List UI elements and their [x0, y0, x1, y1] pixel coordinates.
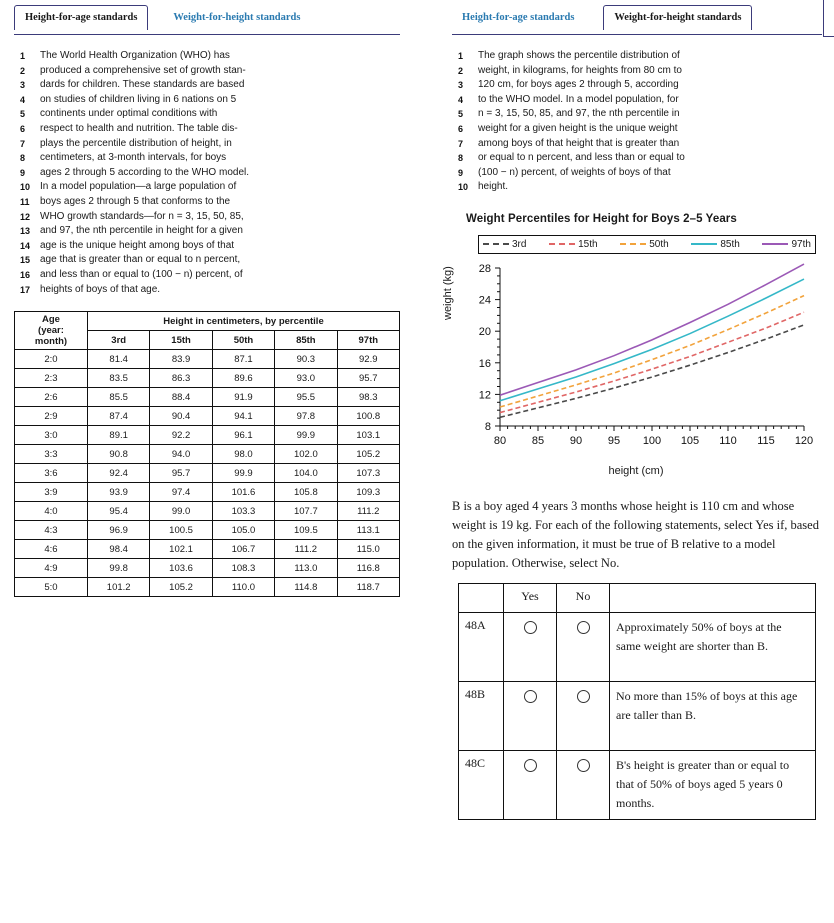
line-number: 15 — [20, 255, 31, 266]
svg-text:110: 110 — [719, 434, 737, 447]
cell-value: 114.8 — [275, 578, 337, 597]
table-header-p85: 85th — [275, 331, 337, 350]
chart-y-axis-label: weight (kg) — [442, 266, 454, 320]
table-header-p50: 50th — [212, 331, 274, 350]
cell-age: 2:9 — [15, 407, 88, 426]
passage-line: age that is greater than or equal to n percent, — [40, 254, 241, 266]
svg-text:105: 105 — [680, 434, 700, 447]
cell-value: 93.9 — [87, 483, 149, 502]
cell-value: 108.3 — [212, 559, 274, 578]
legend-label-85th: 85th — [720, 238, 740, 250]
line-number: 3 — [20, 80, 26, 91]
radio-no-48a[interactable] — [557, 612, 610, 681]
cell-value: 98.4 — [87, 540, 149, 559]
line-number: 14 — [20, 240, 31, 251]
answer-header-row — [459, 583, 816, 612]
line-number: 4 — [20, 94, 26, 105]
statement-48c: B's height is greater than or equal to that of 50% of boys aged 5 years 0 months. — [610, 750, 816, 819]
passage-line: on studies of children living in 6 nations on 5 — [40, 93, 237, 105]
cell-value: 103.3 — [212, 502, 274, 521]
passage-line: WHO growth standards—for n = 3, 15, 50, 85, — [40, 210, 244, 222]
cell-age: 3:0 — [15, 426, 88, 445]
chart-x-axis-label: height (cm) — [608, 464, 664, 477]
cell-value: 99.9 — [212, 464, 274, 483]
passage-line: and less than or equal to (100 − n) percent, of — [40, 268, 243, 280]
svg-text:90: 90 — [569, 434, 583, 447]
cell-value: 83.9 — [150, 350, 212, 369]
passage-line: The World Health Organization (WHO) has — [40, 50, 230, 61]
cell-value: 87.4 — [87, 407, 149, 426]
radio-circle-icon[interactable] — [577, 690, 590, 703]
cell-value: 91.9 — [212, 388, 274, 407]
cell-value: 97.4 — [150, 483, 212, 502]
cell-value: 99.0 — [150, 502, 212, 521]
svg-text:100: 100 — [642, 434, 662, 447]
line-number: 8 — [458, 153, 464, 164]
table-row — [15, 559, 400, 578]
page-corner-strip — [823, 0, 834, 37]
legend-label-15th: 15th — [578, 238, 598, 250]
legend-item-15th — [549, 239, 597, 250]
radio-yes-48c[interactable] — [504, 750, 557, 819]
cell-value: 95.7 — [337, 369, 399, 388]
cell-age: 4:3 — [15, 521, 88, 540]
cell-age: 2:0 — [15, 350, 88, 369]
cell-value: 93.0 — [275, 369, 337, 388]
table-header-p3: 3rd — [87, 331, 149, 350]
passage-line: plays the percentile distribution of height, in — [40, 137, 232, 149]
cell-value: 100.5 — [150, 521, 212, 540]
cell-value: 99.8 — [87, 559, 149, 578]
radio-circle-icon[interactable] — [524, 759, 537, 772]
cell-value: 98.3 — [337, 388, 399, 407]
cell-age: 3:6 — [15, 464, 88, 483]
table-row — [15, 350, 400, 369]
cell-value: 103.1 — [337, 426, 399, 445]
line-number: 13 — [20, 226, 31, 237]
cell-value: 107.7 — [275, 502, 337, 521]
svg-text:120: 120 — [794, 434, 814, 447]
cell-value: 89.6 — [212, 369, 274, 388]
cell-value: 113.1 — [337, 521, 399, 540]
tab-height-for-age[interactable]: Height-for-age standards — [14, 5, 148, 30]
statement-48b: No more than 15% of boys at this age are taller than B. — [610, 681, 816, 750]
passage-line: centimeters, at 3-month intervals, for boys — [40, 152, 227, 164]
cell-value: 92.4 — [87, 464, 149, 483]
height-percentile-table — [14, 311, 400, 597]
cell-value: 92.9 — [337, 350, 399, 369]
line-number: 17 — [20, 284, 31, 295]
passage-line: produced a comprehensive set of growth stan- — [40, 64, 246, 76]
table-header-span: Height in centimeters, by percentile — [87, 312, 399, 331]
answer-row-48b — [459, 681, 816, 750]
cell-value: 102.1 — [150, 540, 212, 559]
header-yes: Yes — [504, 583, 557, 612]
cell-age: 3:3 — [15, 445, 88, 464]
cell-value: 107.3 — [337, 464, 399, 483]
legend-swatch-15th — [549, 243, 575, 245]
cell-value: 106.7 — [212, 540, 274, 559]
cell-value: 115.0 — [337, 540, 399, 559]
row-id-48c: 48C — [459, 750, 504, 819]
cell-value: 95.7 — [150, 464, 212, 483]
line-number: 4 — [458, 94, 464, 105]
svg-text:12: 12 — [478, 389, 491, 402]
left-passage — [14, 49, 400, 297]
line-number: 6 — [458, 123, 464, 134]
cell-value: 88.4 — [150, 388, 212, 407]
cell-value: 102.0 — [275, 445, 337, 464]
cell-value: 90.4 — [150, 407, 212, 426]
cell-value: 85.5 — [87, 388, 149, 407]
cell-value: 105.0 — [212, 521, 274, 540]
row-id-48a: 48A — [459, 612, 504, 681]
cell-value: 96.1 — [212, 426, 274, 445]
cell-value: 90.3 — [275, 350, 337, 369]
legend-swatch-85th — [691, 243, 717, 245]
cell-value: 89.1 — [87, 426, 149, 445]
passage-line: (100 − n) percent, of weights of boys of that — [478, 166, 671, 178]
legend-swatch-97th — [762, 243, 788, 245]
cell-value: 95.5 — [275, 388, 337, 407]
legend-label-97th: 97th — [791, 238, 811, 250]
legend-item-50th — [620, 239, 668, 250]
tab-weight-for-height-right[interactable]: Weight-for-height standards — [603, 5, 752, 30]
cell-age: 4:0 — [15, 502, 88, 521]
cell-value: 90.8 — [87, 445, 149, 464]
line-number: 9 — [20, 167, 26, 178]
line-number: 10 — [458, 182, 469, 193]
cell-age: 2:3 — [15, 369, 88, 388]
right-tabbar — [452, 4, 822, 35]
cell-value: 99.9 — [275, 426, 337, 445]
line-number: 7 — [458, 138, 464, 149]
passage-line: weight, in kilograms, for heights from 80 cm to — [478, 64, 682, 76]
cell-value: 83.5 — [87, 369, 149, 388]
cell-value: 96.9 — [87, 521, 149, 540]
cell-value: 97.8 — [275, 407, 337, 426]
radio-no-48b[interactable] — [557, 681, 610, 750]
legend-label-3rd: 3rd — [512, 238, 527, 250]
tab-weight-for-height[interactable]: Weight-for-height standards — [173, 12, 301, 23]
table-row — [15, 407, 400, 426]
header-blank-left — [459, 583, 504, 612]
cell-value: 104.0 — [275, 464, 337, 483]
svg-text:20: 20 — [478, 326, 491, 339]
cell-value: 105.2 — [337, 445, 399, 464]
svg-text:28: 28 — [478, 262, 491, 275]
passage-line: dards for children. These standards are based — [40, 79, 245, 91]
table-header-p15: 15th — [150, 331, 212, 350]
passage-line: The graph shows the percentile distribution of — [478, 50, 680, 61]
weight-for-height-chart — [442, 260, 816, 477]
passage-line: continents under optimal conditions with — [40, 108, 218, 120]
radio-circle-icon[interactable] — [577, 759, 590, 772]
table-row — [15, 388, 400, 407]
passage-line: height. — [478, 181, 509, 193]
passage-line: weight for a given height is the unique weight — [478, 122, 678, 134]
passage-line: heights of boys of that age. — [40, 283, 161, 295]
chart-title: Weight Percentiles for Height for Boys 2–5 Years — [466, 212, 737, 225]
table-row — [15, 502, 400, 521]
cell-value: 109.3 — [337, 483, 399, 502]
passage-line: and 97, the nth percentile in height for a given — [40, 225, 243, 237]
legend-item-85th — [691, 239, 739, 250]
line-number: 12 — [20, 211, 31, 222]
table-row — [15, 464, 400, 483]
cell-age: 4:6 — [15, 540, 88, 559]
line-number: 5 — [20, 109, 26, 120]
cell-value: 95.4 — [87, 502, 149, 521]
table-row — [15, 483, 400, 502]
passage-line: to the WHO model. In a model population, for — [478, 93, 679, 105]
cell-value: 94.1 — [212, 407, 274, 426]
passage-line: ages 2 through 5 according to the WHO model. — [40, 166, 250, 178]
cell-value: 101.6 — [212, 483, 274, 502]
cell-value: 111.2 — [275, 540, 337, 559]
svg-text:16: 16 — [478, 357, 491, 370]
chart-plot-area — [456, 260, 816, 460]
table-row — [15, 578, 400, 597]
line-number: 6 — [20, 123, 26, 134]
table-header-age — [15, 312, 88, 350]
passage-line: respect to health and nutrition. The table dis- — [40, 122, 238, 134]
table-row — [15, 369, 400, 388]
line-number: 16 — [20, 269, 31, 280]
cell-value: 100.8 — [337, 407, 399, 426]
passage-line: or equal to n percent, and less than or equal to — [478, 152, 685, 164]
svg-text:95: 95 — [607, 434, 621, 447]
radio-circle-icon[interactable] — [577, 621, 590, 634]
svg-text:8: 8 — [484, 420, 491, 433]
line-number: 11 — [20, 196, 30, 207]
passage-line: age is the unique height among boys of that — [40, 239, 235, 251]
passage-line: In a model population—a large population of — [40, 181, 237, 193]
legend-swatch-3rd — [483, 243, 509, 245]
cell-value: 113.0 — [275, 559, 337, 578]
age-header-line2: (year: — [38, 325, 64, 337]
legend-label-50th: 50th — [649, 238, 669, 250]
line-number: 2 — [20, 65, 26, 76]
right-passage — [452, 49, 822, 195]
cell-age: 3:9 — [15, 483, 88, 502]
answer-choice-table — [458, 583, 816, 820]
svg-text:85: 85 — [531, 434, 545, 447]
svg-text:80: 80 — [493, 434, 507, 447]
line-number: 9 — [458, 167, 464, 178]
cell-value: 86.3 — [150, 369, 212, 388]
age-header-line3: month) — [34, 336, 68, 348]
question-prompt: B is a boy aged 4 years 3 months whose height is 110 cm and whose weight is 19 kg. For each of the following statements, select Yes if, based on the given information, it must be true of B relative to a model population. Otherwise, select No. — [452, 498, 819, 570]
answer-row-48c — [459, 750, 816, 819]
legend-item-97th — [762, 239, 810, 250]
cell-value: 81.4 — [87, 350, 149, 369]
line-number: 10 — [20, 182, 31, 193]
cell-value: 87.1 — [212, 350, 274, 369]
cell-value: 103.6 — [150, 559, 212, 578]
cell-value: 92.2 — [150, 426, 212, 445]
radio-yes-48a[interactable] — [504, 612, 557, 681]
legend-item-3rd — [483, 239, 526, 250]
cell-age: 5:0 — [15, 578, 88, 597]
line-number: 5 — [458, 109, 464, 120]
cell-value: 111.2 — [337, 502, 399, 521]
passage-line: 120 cm, for boys ages 2 through 5, according — [478, 79, 679, 91]
cell-value: 94.0 — [150, 445, 212, 464]
passage-line: n = 3, 15, 50, 85, and 97, the nth percentile in — [478, 108, 680, 120]
left-panel — [14, 4, 400, 597]
line-number: 1 — [20, 51, 26, 61]
table-header-p97: 97th — [337, 331, 399, 350]
cell-value: 98.0 — [212, 445, 274, 464]
line-number: 1 — [458, 51, 464, 61]
table-row — [15, 540, 400, 559]
cell-value: 105.8 — [275, 483, 337, 502]
header-no: No — [557, 583, 610, 612]
cell-age: 2:6 — [15, 388, 88, 407]
line-number: 7 — [20, 138, 26, 149]
radio-circle-icon[interactable] — [524, 690, 537, 703]
svg-text:24: 24 — [478, 294, 491, 307]
passage-line: boys ages 2 through 5 that conforms to the — [40, 195, 231, 207]
passage-line: among boys of that height that is greater than — [478, 137, 680, 149]
header-blank-right — [610, 583, 816, 612]
radio-no-48c[interactable] — [557, 750, 610, 819]
cell-value: 101.2 — [87, 578, 149, 597]
table-row — [15, 426, 400, 445]
cell-value: 105.2 — [150, 578, 212, 597]
age-header-line1: Age — [42, 314, 60, 326]
cell-value: 110.0 — [212, 578, 274, 597]
line-number: 8 — [20, 153, 26, 164]
line-number: 2 — [458, 65, 464, 76]
radio-yes-48b[interactable] — [504, 681, 557, 750]
row-id-48b: 48B — [459, 681, 504, 750]
table-row — [15, 445, 400, 464]
cell-age: 4:9 — [15, 559, 88, 578]
svg-text:115: 115 — [757, 434, 775, 447]
cell-value: 116.8 — [337, 559, 399, 578]
cell-value: 118.7 — [337, 578, 399, 597]
radio-circle-icon[interactable] — [524, 621, 537, 634]
answer-row-48a — [459, 612, 816, 681]
table-row — [15, 521, 400, 540]
tab-height-for-age-right[interactable]: Height-for-age standards — [462, 12, 575, 23]
left-tabbar — [14, 4, 400, 35]
legend-swatch-50th — [620, 243, 646, 245]
statement-48a: Approximately 50% of boys at the same weight are shorter than B. — [610, 612, 816, 681]
line-number: 3 — [458, 80, 464, 91]
cell-value: 109.5 — [275, 521, 337, 540]
chart-legend — [478, 235, 816, 254]
right-panel — [442, 4, 822, 820]
